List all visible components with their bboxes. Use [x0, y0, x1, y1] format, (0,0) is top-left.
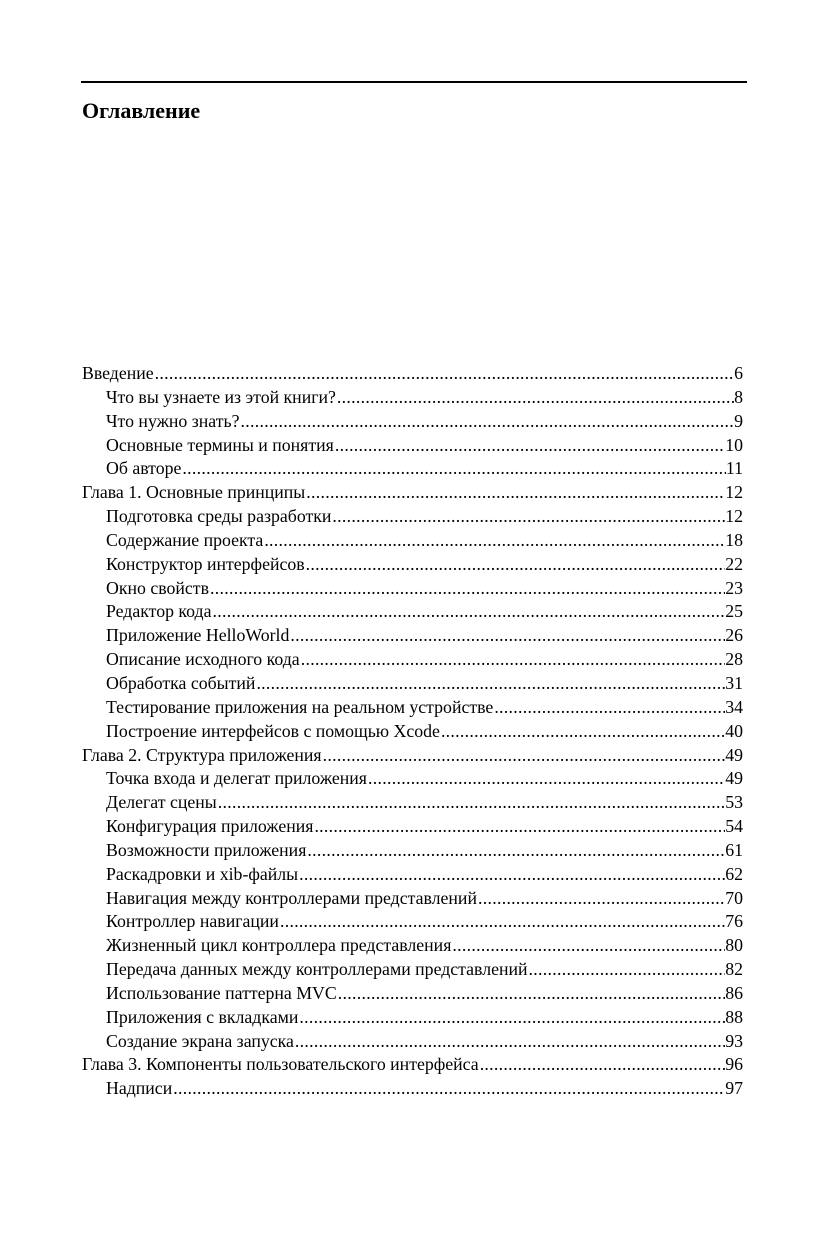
toc-entry-title: Точка входа и делегат приложения: [106, 768, 367, 789]
toc-entry-page-number: 76: [725, 911, 743, 932]
dot-leader: [279, 910, 725, 934]
toc-entry-page-number: 93: [725, 1030, 743, 1051]
toc-entry-page-number: 88: [725, 1006, 743, 1027]
dot-leader: [336, 386, 734, 410]
dot-leader: [300, 648, 726, 672]
dot-leader: [298, 1006, 725, 1030]
dot-leader: [255, 672, 725, 696]
toc-entry-title: Глава 3. Компоненты пользовательского интерфейса: [82, 1054, 479, 1075]
dot-leader: [331, 505, 725, 529]
toc-entry-page-number: 12: [725, 506, 743, 527]
toc-section-entry[interactable]: [82, 577, 743, 601]
dot-leader: [294, 1030, 725, 1054]
toc-section-entry[interactable]: [82, 505, 743, 529]
dot-leader: [479, 1053, 726, 1077]
dot-leader: [305, 481, 725, 505]
dot-leader: [334, 434, 725, 458]
toc-section-entry[interactable]: [82, 696, 743, 720]
toc-entry-title: Глава 1. Основные принципы: [82, 482, 306, 503]
toc-entry-title: Приложения с вкладками: [106, 1006, 299, 1027]
toc-section-entry[interactable]: [82, 720, 743, 744]
dot-leader: [154, 362, 734, 386]
toc-entry-title: Создание экрана запуска: [106, 1030, 294, 1051]
toc-section-entry[interactable]: [82, 791, 743, 815]
toc-entry-title: Возможности приложения: [106, 839, 307, 860]
toc-section-entry[interactable]: [82, 863, 743, 887]
toc-section-entry[interactable]: [82, 887, 743, 911]
toc-section-entry[interactable]: [82, 839, 743, 863]
dot-leader: [305, 553, 726, 577]
toc-entry-title: Редактор кода: [106, 601, 212, 622]
toc-entry-page-number: 25: [725, 601, 743, 622]
toc-entry-title: Об авторе: [106, 458, 182, 479]
toc-section-entry[interactable]: [82, 434, 743, 458]
toc-entry-title: Делегат сцены: [106, 792, 217, 813]
toc-entry-page-number: 53: [725, 792, 743, 813]
toc-entry-page-number: 31: [725, 672, 743, 693]
dot-leader: [239, 410, 734, 434]
toc-chapter-entry[interactable]: [82, 362, 743, 386]
toc-section-entry[interactable]: [82, 553, 743, 577]
top-rule: [81, 81, 747, 83]
toc-entry-page-number: 26: [725, 625, 743, 646]
toc-entry-page-number: 8: [734, 386, 743, 407]
dot-leader: [440, 720, 725, 744]
toc-entry-title: Конфигурация приложения: [106, 816, 314, 837]
table-of-contents: [82, 362, 743, 1101]
toc-section-entry[interactable]: [82, 600, 743, 624]
dot-leader: [451, 934, 725, 958]
toc-entry-page-number: 62: [725, 863, 743, 884]
toc-chapter-entry[interactable]: [82, 481, 743, 505]
toc-section-entry[interactable]: [82, 1077, 743, 1101]
toc-section-entry[interactable]: [82, 624, 743, 648]
toc-entry-title: Конструктор интерфейсов: [106, 553, 305, 574]
page-title: Оглавление: [82, 98, 201, 123]
toc-entry-title: Подготовка среды разработки: [106, 506, 332, 527]
toc-entry-page-number: 70: [725, 887, 743, 908]
toc-entry-page-number: 40: [725, 720, 743, 741]
toc-section-entry[interactable]: [82, 982, 743, 1006]
toc-entry-page-number: 10: [725, 434, 743, 455]
toc-entry-page-number: 28: [725, 649, 743, 670]
dot-leader: [322, 744, 726, 768]
toc-section-entry[interactable]: [82, 386, 743, 410]
toc-entry-page-number: 34: [725, 696, 743, 717]
toc-entry-page-number: 96: [725, 1054, 743, 1075]
toc-entry-title: Содержание проекта: [106, 529, 264, 550]
toc-section-entry[interactable]: [82, 457, 743, 481]
dot-leader: [263, 529, 725, 553]
toc-section-entry[interactable]: [82, 767, 743, 791]
dot-leader: [289, 624, 725, 648]
dot-leader: [172, 1077, 725, 1101]
dot-leader: [528, 958, 726, 982]
dot-leader: [493, 696, 725, 720]
dot-leader: [181, 457, 725, 481]
toc-entry-title: Описание исходного кода: [106, 649, 300, 670]
toc-section-entry[interactable]: [82, 1030, 743, 1054]
toc-entry-title: Окно свойств: [106, 577, 209, 598]
toc-chapter-entry[interactable]: [82, 1053, 743, 1077]
toc-section-entry[interactable]: [82, 1006, 743, 1030]
dot-leader: [209, 577, 725, 601]
toc-entry-title: Передача данных между контроллерами представлений: [106, 959, 528, 980]
toc-entry-title: Раскадровки и xib-файлы: [106, 863, 299, 884]
toc-section-entry[interactable]: [82, 529, 743, 553]
dot-leader: [211, 600, 725, 624]
dot-leader: [477, 887, 725, 911]
toc-entry-title: Что вы узнаете из этой книги?: [106, 386, 336, 407]
toc-entry-page-number: 12: [725, 482, 743, 503]
toc-entry-title: Приложение HelloWorld: [106, 625, 290, 646]
toc-entry-page-number: 49: [725, 744, 743, 765]
toc-section-entry[interactable]: [82, 910, 743, 934]
dot-leader: [337, 982, 725, 1006]
toc-entry-title: Введение: [82, 363, 154, 383]
toc-entry-page-number: 61: [725, 839, 743, 860]
toc-entry-page-number: 11: [725, 458, 743, 479]
toc-entry-title: Что нужно знать?: [106, 410, 240, 431]
toc-section-entry[interactable]: [82, 958, 743, 982]
toc-entry-page-number: 97: [725, 1078, 743, 1099]
dot-leader: [313, 815, 725, 839]
toc-entry-title: Глава 2. Структура приложения: [82, 744, 322, 765]
dot-leader: [367, 767, 725, 791]
toc-entry-page-number: 49: [725, 768, 743, 789]
toc-entry-title: Использование паттерна MVC: [106, 982, 337, 1003]
toc-entry-page-number: 80: [725, 935, 743, 956]
toc-entry-page-number: 82: [725, 959, 743, 980]
toc-entry-page-number: 54: [725, 816, 743, 837]
toc-section-entry[interactable]: [82, 815, 743, 839]
toc-entry-title: Навигация между контроллерами представлений: [106, 887, 477, 908]
toc-entry-title: Основные термины и понятия: [106, 434, 334, 455]
toc-entry-page-number: 23: [725, 577, 743, 598]
toc-chapter-entry[interactable]: [82, 744, 743, 768]
toc-entry-title: Надписи: [106, 1078, 173, 1099]
toc-entry-page-number: 86: [725, 982, 743, 1003]
toc-entry-title: Тестирование приложения на реальном устройстве: [106, 696, 494, 717]
dot-leader: [306, 839, 725, 863]
dot-leader: [217, 791, 726, 815]
toc-section-entry[interactable]: [82, 934, 743, 958]
toc-entry-page-number: 18: [725, 529, 743, 550]
toc-entry-title: Обработка событий: [106, 672, 256, 693]
toc-section-entry[interactable]: [82, 410, 743, 434]
toc-entry-page-number: 9: [734, 410, 743, 431]
toc-entry-page-number: 6: [734, 363, 743, 383]
toc-entry-page-number: 22: [725, 553, 743, 574]
toc-entry-title: Построение интерфейсов с помощью Xcode: [106, 720, 440, 741]
dot-leader: [298, 863, 725, 887]
toc-entry-title: Контроллер навигации: [106, 911, 279, 932]
toc-entry-title: Жизненный цикл контроллера представления: [106, 935, 452, 956]
toc-section-entry[interactable]: [82, 672, 743, 696]
toc-section-entry[interactable]: [82, 648, 743, 672]
